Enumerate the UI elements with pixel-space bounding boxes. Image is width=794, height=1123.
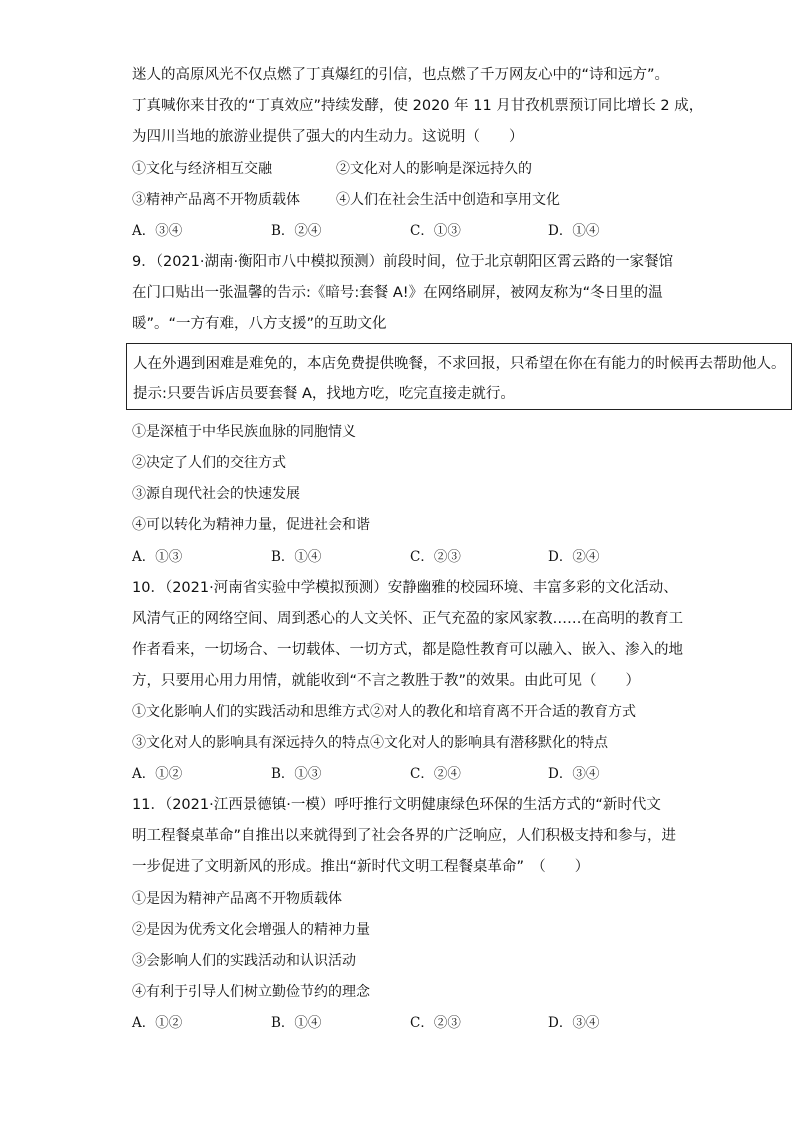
q11-statement-2: ②是因为优秀文化会增强人的精神力量 — [132, 922, 370, 938]
q8-stem-line-2: 丁真喊你来甘孜的“丁真效应”持续发酵，使 2020 年 11 月甘孜机票预订同比增长 2 成， — [132, 98, 704, 114]
q10-statement-row-2: ③文化对人的影响具有深远持久的特点④文化对人的影响具有潜移默化的特点 — [132, 735, 608, 751]
q9-statement-1: ①是深植于中华民族血脉的同胞情义 — [132, 424, 356, 440]
q10-stem-line-4: 方，只要用心用力用情，就能收到“不言之教胜于教”的效果。由此可见（ ） — [132, 673, 641, 689]
q8-option-d[interactable]: D．①④ — [548, 223, 600, 239]
q10-option-a[interactable]: A．①② — [132, 766, 183, 782]
q9-option-a[interactable]: A．①③ — [132, 549, 183, 565]
q11-options — [132, 1011, 692, 1035]
q10-options — [132, 762, 692, 786]
q10-stem-line-3: 作者看来，一切场合、一切载体、一切方式，都是隐性教育可以融入、嵌入、渗入的地 — [132, 642, 683, 658]
q8-options — [132, 219, 692, 243]
q9-options — [132, 545, 692, 569]
q10-option-b[interactable]: B．①③ — [271, 766, 322, 782]
q8-option-b[interactable]: B．②④ — [271, 223, 322, 239]
q10-stem-line-2: 风清气正的网络空间、周到悉心的人文关怀、正气充盈的家风家教……在高明的教育工 — [132, 611, 683, 627]
q9-statement-4: ④可以转化为精神力量，促进社会和谐 — [132, 517, 370, 533]
q8-option-c[interactable]: C．①③ — [410, 223, 461, 239]
q9-option-b[interactable]: B．①④ — [271, 549, 322, 565]
q11-option-c[interactable]: C．②③ — [410, 1015, 461, 1031]
q8-stem-line-3: 为四川当地的旅游业提供了强大的内生动力。这说明（ ） — [132, 129, 524, 145]
q9-stem-line-1: 9．（2021·湖南·衡阳市八中模拟预测）前段时间，位于北京朝阳区霄云路的一家餐馆 — [132, 254, 674, 270]
q8-statement-row-1 — [132, 157, 692, 181]
q10-option-c[interactable]: C．②④ — [410, 766, 461, 782]
q9-stem-line-2: 在门口贴出一张温馨的告示:《暗号:套餐 A!》在网络刷屏，被网友称为“冬日里的温 — [132, 285, 663, 301]
q9-notice-line-2: 提示:只要告诉店员要套餐 A，找地方吃，吃完直接走就行。 — [133, 386, 515, 402]
q8-option-a[interactable]: A．③④ — [132, 223, 183, 239]
q8-statement-1: ①文化与经济相互交融 — [132, 161, 272, 177]
q11-statement-1: ①是因为精神产品离不开物质载体 — [132, 891, 342, 907]
q9-statement-2: ②决定了人们的交往方式 — [132, 455, 286, 471]
q8-statement-4: ④人们在社会生活中创造和享用文化 — [336, 192, 560, 208]
q11-stem-line-1: 11．（2021·江西景德镇·一模）呼吁推行文明健康绿色环保的生活方式的“新时代文 — [132, 797, 661, 813]
q10-statement-row-1: ①文化影响人们的实践活动和思维方式②对人的教化和培育离不开合适的教育方式 — [132, 704, 636, 720]
q10-option-d[interactable]: D．③④ — [548, 766, 600, 782]
q11-option-a[interactable]: A．①② — [132, 1015, 183, 1031]
q11-option-d[interactable]: D．③④ — [548, 1015, 600, 1031]
q8-statement-3: ③精神产品离不开物质载体 — [132, 192, 300, 208]
q11-stem-line-2: 明工程餐桌革命”自推出以来就得到了社会各界的广泛响应，人们积极支持和参与，进 — [132, 828, 677, 844]
q11-statement-3: ③会影响人们的实践活动和认识活动 — [132, 953, 356, 969]
q9-option-c[interactable]: C．②③ — [410, 549, 461, 565]
q8-statement-2: ②文化对人的影响是深远持久的 — [336, 161, 532, 177]
q11-option-b[interactable]: B．①④ — [271, 1015, 322, 1031]
q11-statement-4: ④有利于引导人们树立勤俭节约的理念 — [132, 984, 370, 1000]
q9-notice-line-1: 人在外遇到困难是难免的，本店免费提供晚餐，不求回报，只希望在你在有能力的时候再去帮助他人。 — [133, 356, 786, 372]
q8-stem-line-1: 迷人的高原风光不仅点燃了丁真爆红的引信，也点燃了千万网友心中的“诗和远方”。 — [132, 67, 670, 83]
q10-stem-line-1: 10．（2021·河南省实验中学模拟预测）安静幽雅的校园环境、丰富多彩的文化活动、 — [132, 580, 678, 596]
q9-notice-box — [126, 343, 792, 410]
q8-statement-row-2 — [132, 188, 692, 212]
q11-stem-line-3: 一步促进了文明新风的形成。推出“新时代文明工程餐桌革命” （ ） — [132, 859, 590, 875]
q9-option-d[interactable]: D．②④ — [548, 549, 600, 565]
q9-stem-line-3: 暖”。“一方有难，八方支援”的互助文化 — [132, 316, 387, 332]
q9-statement-3: ③源自现代社会的快速发展 — [132, 486, 300, 502]
